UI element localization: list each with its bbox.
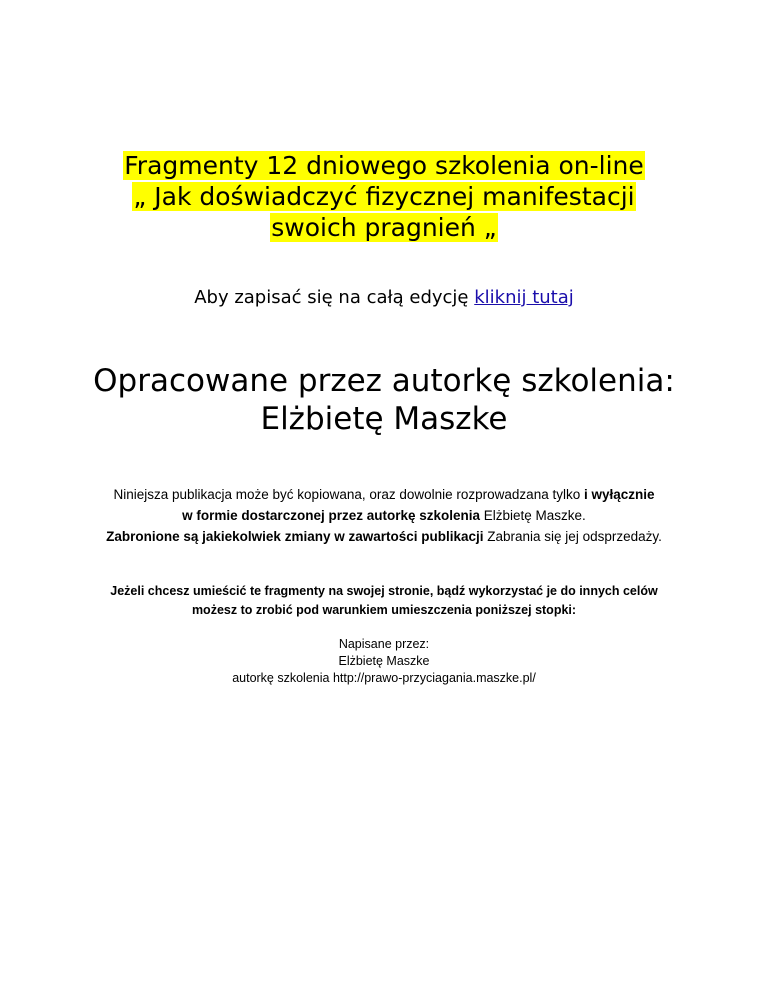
author-heading: [0, 362, 768, 438]
notice-line-3-bold: Zabronione są jakiekolwiek zmiany w zawartości publikacji: [106, 529, 484, 544]
notice-line-3: [0, 526, 768, 547]
usage-line-1: Jeżeli chcesz umieścić te fragmenty na swojej stronie, bądź wykorzystać je do innych celów: [110, 584, 658, 598]
title-line-3: swoich pragnień „: [271, 213, 497, 242]
notice-line-2: [0, 505, 768, 526]
notice-line-1: [0, 484, 768, 505]
document-title: [0, 150, 768, 243]
signup-text: Aby zapisać się na całą edycję: [194, 287, 475, 308]
notice-line-1-bold: i wyłącznie: [583, 487, 655, 502]
signup-link[interactable]: kliknij tutaj: [474, 287, 574, 308]
notice-line-3-text: Zabrania się jej odsprzedaży.: [483, 529, 662, 544]
title-line-1: Fragmenty 12 dniowego szkolenia on-line: [124, 151, 644, 180]
copyright-notice: [0, 484, 768, 547]
footer-line-2: Elżbietę Maszke: [338, 654, 430, 668]
attribution-footer: [0, 636, 768, 687]
title-line-2: „ Jak doświadczyć fizycznej manifestacji: [133, 182, 635, 211]
usage-conditions: [0, 582, 768, 620]
notice-line-1-text: Niniejsza publikacja może być kopiowana, oraz dowolnie rozprowadzana tylko: [113, 487, 584, 502]
usage-line-2: możesz to zrobić pod warunkiem umieszczenia poniższej stopki:: [191, 603, 577, 617]
footer-line-1: Napisane przez:: [338, 637, 430, 651]
footer-line-3: autorkę szkolenia http://prawo-przyciagania.maszke.pl/: [232, 671, 536, 685]
signup-line: [0, 286, 768, 310]
author-heading-line-2: Elżbietę Maszke: [260, 401, 508, 437]
notice-line-2-text: Elżbietę Maszke.: [480, 508, 586, 523]
notice-line-2-bold: w formie dostarczonej przez autorkę szkolenia: [182, 508, 481, 523]
author-heading-line-1: Opracowane przez autorkę szkolenia:: [93, 363, 675, 399]
